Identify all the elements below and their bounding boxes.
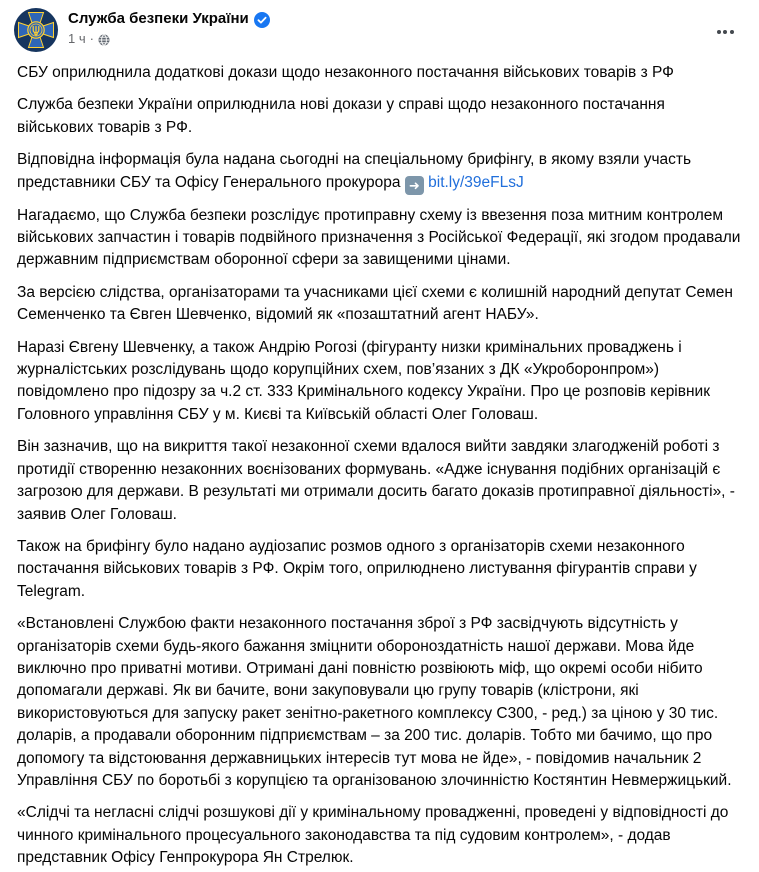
post-paragraph: Служба безпеки України оприлюднила нові докази у справі щодо незаконного постачання військових товарів з РФ.	[17, 96, 670, 136]
timestamp-link[interactable]: 1 ч	[68, 31, 86, 46]
header-text	[68, 8, 707, 47]
post-paragraph: «Слідчі та негласні слідчі розшукові дії у кримінальному провадженні, проведені у відповідності до чинного кримінального процесуального законодавства та під судовим контролем», - додав представник Офісу Генпрокурора Ян Стрелюк.	[17, 804, 733, 867]
ellipsis-icon	[717, 30, 721, 34]
post-paragraph: Він зазначив, що на викриття такої незаконної схеми вдалося вийти завдяки злагодженій роботі з протидії створенню незаконних воєнізованих формувань. «Адже існування подібних організацій є загрозою для держави. В результаті ми отримали досить багато доказів протиправної діяльності», - заявив Олег Головаш.	[17, 438, 740, 523]
page-avatar[interactable]	[14, 8, 58, 52]
post-paragraph: СБУ оприлюднила додаткові докази щодо незаконного постачання військових товарів з РФ	[17, 64, 674, 81]
post-link[interactable]: bit.ly/39eFLsJ	[428, 173, 524, 191]
post-header	[0, 0, 759, 54]
post-meta-row	[68, 31, 707, 47]
more-options-button[interactable]	[707, 14, 743, 50]
verified-badge-icon	[254, 12, 270, 28]
post-paragraph: За версією слідства, організаторами та учасниками цієї схеми є колишній народний депутат Семен Семенченко та Євген Шевченко, відомий як «позаштатний агент НАБУ».	[17, 283, 738, 324]
sbu-emblem-icon	[14, 8, 58, 52]
post-paragraph: Наразі Євгену Шевченку, а також Андрію Рогозі (фігуранту низки кримінальних проваджень і журналістських розслідувань щодо корупційних схем, пов’язаних з ДК «Укроборонпром») повідомлено про підозру за ч.2 ст. 333 Кримінального кодексу України. Про це розповів керівник Головного управління СБУ у м. Києві та Київській області Олег Головаш.	[17, 338, 715, 423]
dot-separator: ·	[89, 31, 94, 46]
page-name-row	[68, 9, 707, 29]
right-arrow-emoji-icon: ➜	[405, 176, 424, 195]
page-name-link[interactable]: Служба безпеки України	[68, 10, 249, 27]
post-paragraph: «Встановлені Службою факти незаконного постачання зброї з РФ засвідчують відсутність у організаторів схеми будь-якого бажання зміцнити обороноздатність нашої держави. Мова йде виключно про приватні мотиви. Отримані дані повністю розвіюють міф, що окремі особи нібито допомагали державі. Як ви бачите, вони закуповували цю групу товарів (клістрони, які використовуються для запуску ракет зенітно-ракетного комплексу С300, - ред.) за ціною у 30 тис. доларів, а продавали оборонним підприємствам – за 200 тис. доларів. Тобто ми бачимо, що про допомогу та відстоювання державницьких інтересів тут мова не йде», - повідомив начальник 2 Управління СБУ по боротьбі з корупцією та організованою злочинністю Костянтин Невмержицький.	[17, 615, 732, 789]
post-paragraph: Також на брифінгу було надано аудіозапис розмов одного з організаторів схеми незаконного постачання військових товарів з РФ. Окрім того, оприлюднено листування фігурантів справи у Telegram.	[17, 537, 702, 600]
post-paragraph: Нагадаємо, що Служба безпеки розслідує протиправну схему із ввезення поза митним контролем військових запчастин і товарів подвійного призначення з Російської Федерації, які згодом продавали державним підприємствам оборонної сфери за завищеними цінами.	[17, 206, 745, 269]
post-paragraph: Відповідна інформація була надана сьогодні на спеціальному брифінгу, в якому взяли участь представники СБУ та Офісу Генерального прокурора ➜ bit.ly/39eFLsJ	[17, 151, 696, 193]
globe-public-icon	[98, 34, 110, 46]
post-text	[0, 54, 759, 870]
